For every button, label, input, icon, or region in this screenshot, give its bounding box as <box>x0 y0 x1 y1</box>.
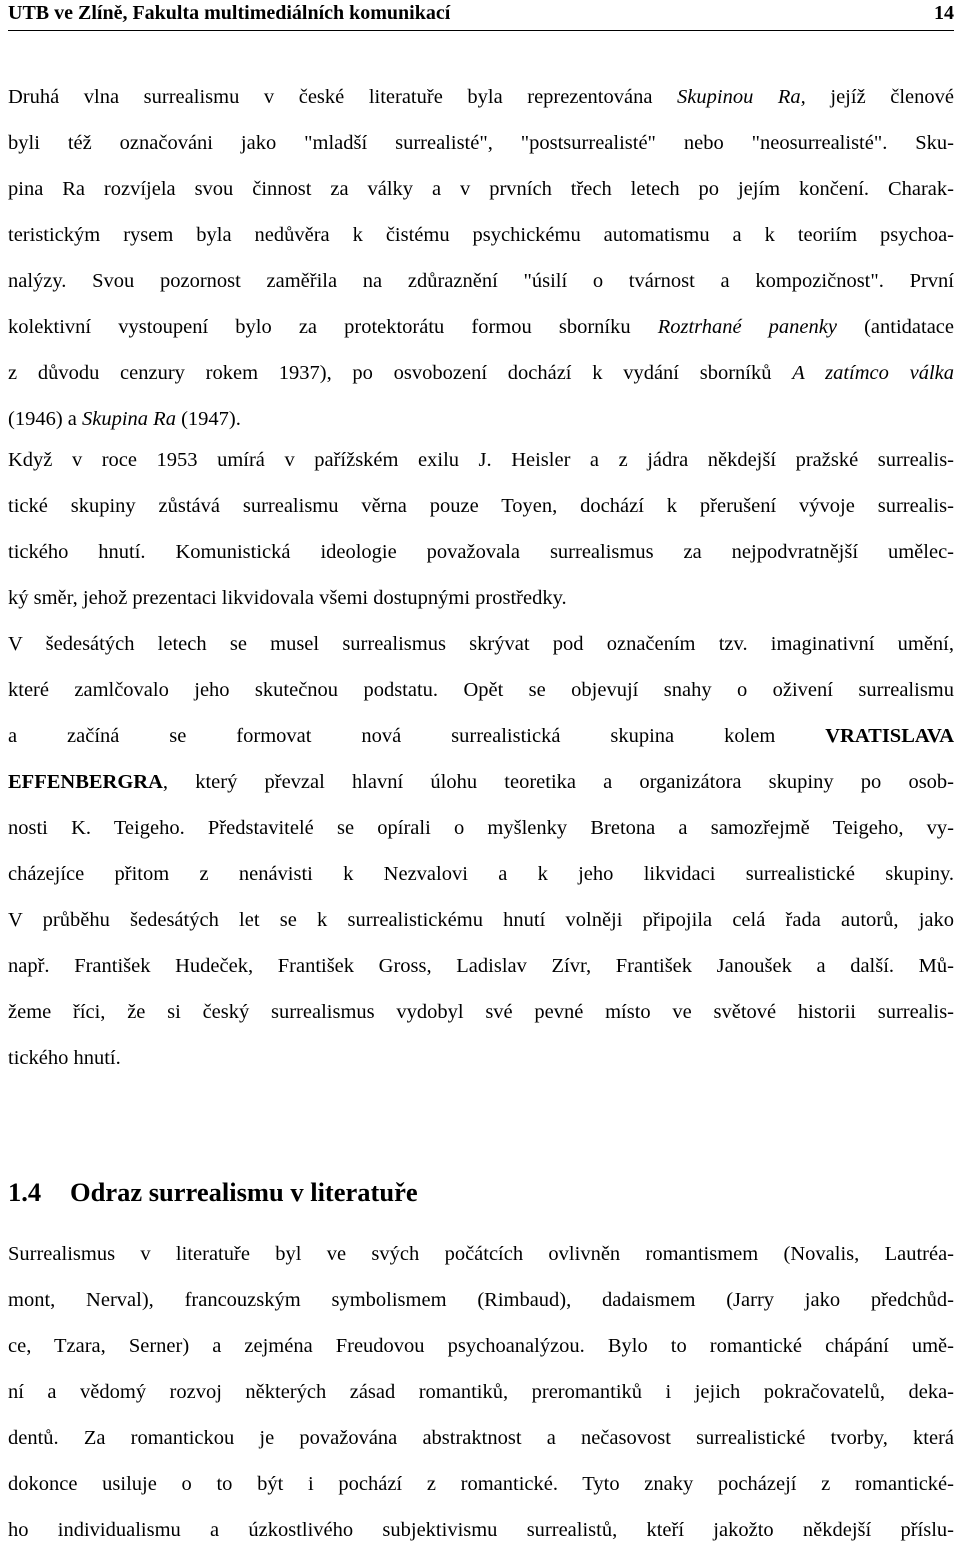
text-line: dentů. Za romantickou je považována abstraktnost a nečasovost surrealistické tvorby, která <box>8 1427 954 1449</box>
text-line: dokonce usiluje o to být i pochází z romantické. Tyto znaky pocházejí z romantické- <box>8 1473 954 1495</box>
text-line: kolektivní vystoupení bylo za protektorátu formou sborníku Roztrhané panenky (antidatace <box>8 316 954 338</box>
section-title: Odraz surrealismu v literatuře <box>70 1177 418 1207</box>
paragraph-sixties <box>8 621 954 1081</box>
text-line: Když v roce 1953 umírá v pařížském exilu J. Heisler a z jádra někdejší pražské surrealis- <box>8 449 954 471</box>
text-line: Surrealismus v literatuře byl ve svých počátcích ovlivněn romantismem (Novalis, Lautréa- <box>8 1243 954 1265</box>
text-line: ký směr, jehož prezentaci likvidovala všemi dostupnými prostředky. <box>8 587 567 609</box>
text-line: (1946) a Skupina Ra (1947). <box>8 408 241 430</box>
text-line: ce, Tzara, Serner) a zejména Freudovou psychoanalýzou. Bylo to romantické chápání umě- <box>8 1335 954 1357</box>
paragraph-skupina-ra <box>8 74 954 442</box>
section-number: 1.4 <box>8 1177 42 1207</box>
paragraph-heisler <box>8 437 954 621</box>
section-heading <box>8 1172 954 1212</box>
text-line: tického hnutí. Komunistická ideologie považovala surrealismus za nejpodvratnější umělec- <box>8 541 954 563</box>
text-line: V průběhu šedesátých let se k surrealistickému hnutí volněji připojila celá řada autorů, jako <box>8 909 954 931</box>
text-line: nalýzy. Svou pozornost zaměřila na zdůraznění "úsilí o tvárnost a kompozičnost". První <box>8 270 954 292</box>
header-title: UTB ve Zlíně, Fakulta multimediálních komunikací <box>8 2 451 24</box>
text-line: tické skupiny zůstává surrealismu věrna pouze Toyen, dochází k přerušení vývoje surrealis- <box>8 495 954 517</box>
text-line: které zamlčovalo jeho skutečnou podstatu. Opět se objevují snahy o oživení surrealismu <box>8 679 954 701</box>
text-line: ho individualismu a úzkostlivého subjektivismu surrealistů, kteří jakožto někdejší příslu- <box>8 1519 954 1541</box>
text-line: EFFENBERGRA, který převzal hlavní úlohu teoretika a organizátora skupiny po osob- <box>8 771 954 793</box>
text-line: V šedesátých letech se musel surrealismus skrývat pod označením tzv. imaginativní umění, <box>8 633 954 655</box>
text-line: mont, Nerval), francouzským symbolismem (Rimbaud), dadaismem (Jarry jako předchůd- <box>8 1289 954 1311</box>
page-number: 14 <box>934 2 954 24</box>
text-line: Druhá vlna surrealismu v české literatuře byla reprezentována Skupinou Ra, jejíž členové <box>8 86 954 108</box>
text-line: teristickým rysem byla nedůvěra k čistému psychickému automatismu a k teoriím psychoa- <box>8 224 954 246</box>
text-line: a začíná se formovat nová surrealistická skupina kolem VRATISLAVA <box>8 725 954 747</box>
text-line: z důvodu cenzury rokem 1937), po osvobození dochází k vydání sborníků A zatímco válka <box>8 362 954 384</box>
text-line: pina Ra rozvíjela svou činnost za války a v prvních třech letech po jejím končení. Charak- <box>8 178 954 200</box>
page-header <box>8 0 954 31</box>
text-line: ní a vědomý rozvoj některých zásad romantiků, preromantiků i jejich pokračovatelů, deka- <box>8 1381 954 1403</box>
text-line: např. František Hudeček, František Gross, Ladislav Zívr, František Janoušek a další. Mů- <box>8 955 954 977</box>
text-line: byli též označováni jako "mladší surrealisté", "postsurrealisté" nebo "neosurrealisté". Sku- <box>8 132 954 154</box>
paragraph-literature <box>8 1231 954 1553</box>
text-line: žeme říci, že si český surrealismus vydobyl své pevné místo ve světové historii surrealis- <box>8 1001 954 1023</box>
text-line: nosti K. Teigeho. Představitelé se opírali o myšlenky Bretona a samozřejmě Teigeho, vy- <box>8 817 954 839</box>
text-line: cházejíce přitom z nenávisti k Nezvalovi a k jeho likvidaci surrealistické skupiny. <box>8 863 954 885</box>
text-line: tického hnutí. <box>8 1047 121 1069</box>
